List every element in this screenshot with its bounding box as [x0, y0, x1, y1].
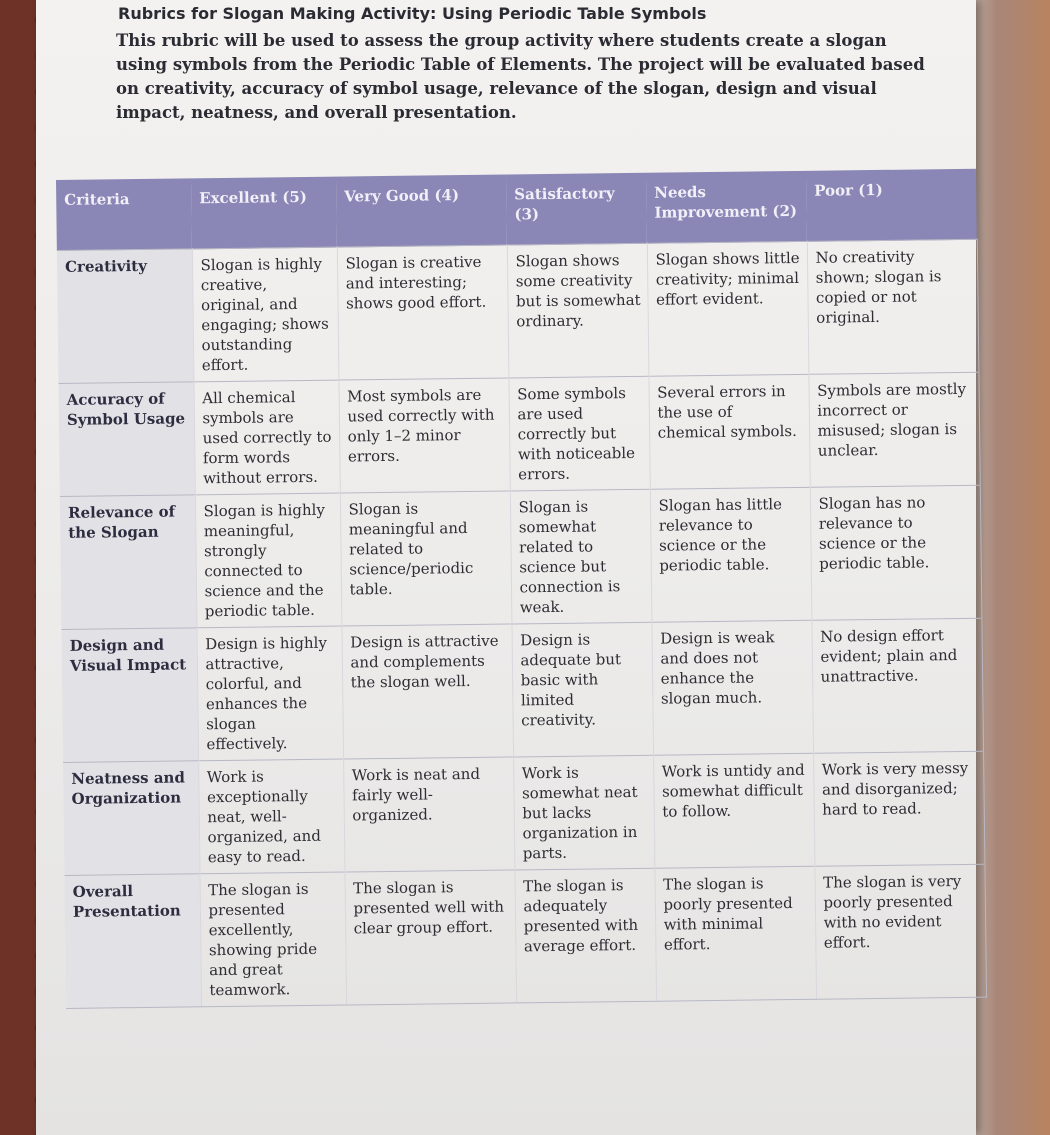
very-good-cell: Slogan is meaningful and related to science/periodic table. [340, 491, 512, 626]
poor-cell: The slogan is very poorly presented with no evident effort. [814, 864, 986, 999]
header-criteria: Criteria [56, 178, 192, 250]
header-needs-improvement: Needs Improvement (2) [646, 171, 807, 243]
satisfactory-cell: Design is adequate but basic with limited creativity. [511, 622, 653, 757]
needs-improvement-cell: The slogan is poorly presented with minimal effort. [654, 866, 816, 1001]
header-excellent: Excellent (5) [191, 177, 337, 249]
satisfactory-cell: Some symbols are used correctly but with noticeable errors. [508, 376, 649, 491]
satisfactory-cell: Slogan shows some creativity but is somewhat ordinary. [507, 243, 649, 378]
excellent-cell: The slogan is presented excellently, showing pride and great teamwork. [199, 872, 346, 1007]
very-good-cell: Work is neat and fairly well-organized. [343, 757, 514, 872]
excellent-cell: All chemical symbols are used correctly to form words without errors. [193, 380, 339, 495]
poor-cell: No creativity shown; slogan is copied or not original. [807, 239, 979, 374]
needs-improvement-cell: Slogan has little relevance to science or the periodic table. [650, 487, 812, 622]
excellent-cell: Work is exceptionally neat, well-organized, and easy to read. [198, 759, 344, 874]
rubric-table [56, 169, 987, 1009]
very-good-cell: Design is attractive and complements the slogan well. [341, 624, 513, 759]
table-row [58, 372, 979, 496]
header-very-good: Very Good (4) [336, 175, 507, 248]
rubric-sheet [36, 0, 976, 1135]
header-row [56, 169, 977, 251]
very-good-cell: The slogan is presented well with clear group effort. [344, 870, 516, 1005]
document-heading [116, 4, 956, 125]
criteria-cell: Creativity [57, 249, 194, 384]
satisfactory-cell: Work is somewhat neat but lacks organization in parts. [513, 755, 654, 870]
document-title: Rubrics for Slogan Making Activity: Using Periodic Table Symbols [118, 4, 707, 23]
satisfactory-cell: Slogan is somewhat related to science but connection is weak. [510, 489, 652, 624]
very-good-cell: Slogan is creative and interesting; shows good effort. [337, 245, 509, 380]
excellent-cell: Design is highly attractive, colorful, and enhances the slogan effectively. [196, 626, 343, 761]
excellent-cell: Slogan is highly creative, original, and engaging; shows outstanding effort. [192, 247, 339, 382]
poor-cell: Slogan has no relevance to science or the periodic table. [810, 485, 982, 620]
table-row [61, 618, 983, 762]
criteria-cell: Overall Presentation [64, 874, 201, 1009]
poor-cell: No design effort evident; plain and unattractive. [811, 618, 983, 753]
table-row [63, 751, 984, 875]
needs-improvement-cell: Design is weak and does not enhance the slogan much. [651, 620, 813, 755]
very-good-cell: Most symbols are used correctly with only 1–2 minor errors. [338, 378, 509, 493]
excellent-cell: Slogan is highly meaningful, strongly connected to science and the periodic table. [195, 493, 342, 628]
table-row [57, 239, 979, 383]
criteria-cell: Accuracy of Symbol Usage [58, 382, 194, 497]
needs-improvement-cell: Several errors in the use of chemical symbols. [648, 374, 809, 489]
table-row [64, 864, 986, 1008]
needs-improvement-cell: Slogan shows little creativity; minimal effort evident. [647, 241, 809, 376]
document-intro: This rubric will be used to assess the group activity where students create a slogan using symbols from the Periodic Table of Elements. The project will be evaluated based on creativity, accuracy of symbol usage, relevance of the slogan, design and visual impact, neatness, and overall presentation. [116, 31, 925, 122]
poor-cell: Work is very messy and disorganized; hard to read. [813, 751, 984, 866]
needs-improvement-cell: Work is untidy and somewhat difficult to follow. [653, 753, 814, 868]
poor-cell: Symbols are mostly incorrect or misused; slogan is unclear. [808, 372, 979, 487]
table-row [60, 485, 982, 629]
header-satisfactory: Satisfactory (3) [506, 173, 647, 245]
satisfactory-cell: The slogan is adequately presented with average effort. [514, 868, 656, 1003]
criteria-cell: Neatness and Organization [63, 761, 199, 876]
header-poor: Poor (1) [806, 169, 977, 242]
criteria-cell: Design and Visual Impact [61, 628, 198, 763]
criteria-cell: Relevance of the Slogan [60, 495, 197, 630]
